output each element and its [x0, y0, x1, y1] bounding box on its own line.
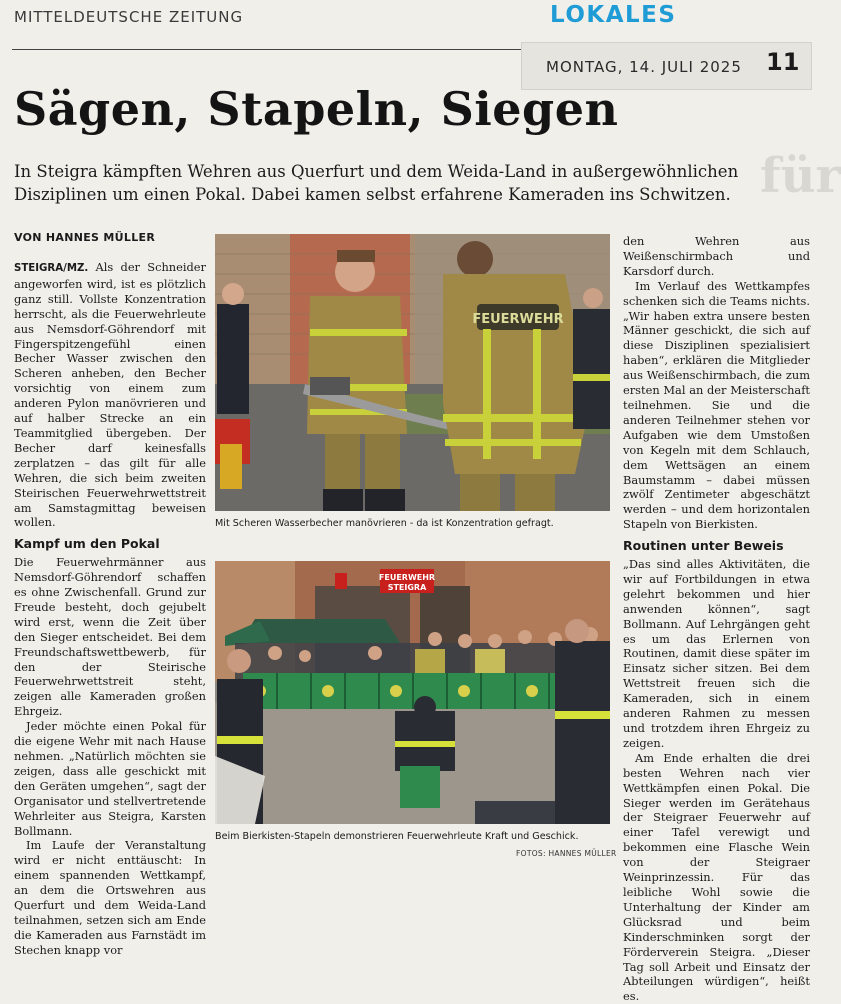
paragraph: „Das sind alles Aktivitäten, die wir auf Fortbildungen in etwa gelehrt bekommen und hier anwenden können“, sagt Bollmann. Auf Lehrgängen geht es um das Erlernen von Routinen, damit diese später im Einsatz sicher sitzen. Bei dem Wettstreit freuen sich die Kameraden, sich in einem anderen Rahmen zu messen und trotzdem ihren Ehrgeiz zu zeigen. [623, 557, 810, 750]
photo-crate-image [215, 561, 610, 824]
byline: VON HANNES MÜLLER [14, 231, 156, 244]
photo-crate-stacking [215, 561, 610, 824]
photo-scissors-image [215, 234, 610, 511]
paragraph-text: Als der Schneider angeworfen wird, ist es plötzlich ganz still. Vollste Konzentration herrscht, als die Feuerwehrleute aus Nemsdorf-Göhrendorf mit Fingerspitzengefühl einen Becher Wasser zwischen den Scheren anheben, den Becher vorsichtig von einem zum anderen Pylon manövrieren und auf halber Strecke an ein Teammitglied übergeben. Der Becher darf keinesfalls zerplatzen – das gilt für alle Wehren, die sich beim zweiten Steirischen Feuerwehrwettstreit am Samstagmittag beweisen wollen. [14, 260, 206, 530]
photo-1-caption: Mit Scheren Wasserbecher manövrieren - da ist Konzentration gefragt. [215, 518, 554, 529]
article-column-3 [623, 234, 810, 1004]
bleedthrough-glyph: für [760, 148, 841, 204]
paragraph: Die Feuerwehrmänner aus Nemsdorf-Göhrendorf schaffen es ohne Zwischenfall. Grund zur Freude besteht, doch gejubelt wird erst, wenn die Zeit über den Sieger entscheidet. Bei dem Freundschaftswettbewerb, für den der Steirische Feuerwehrwettstreit steht, zeigen alle Kameraden großen Ehrgeiz. [14, 555, 206, 719]
header-rule [12, 49, 522, 50]
article-headline: Sägen, Stapeln, Siegen [14, 82, 619, 136]
paragraph: Im Verlauf des Wettkampfes schenken sich die Teams nichts. „Wir haben extra unsere besten Männer geschickt, die sich auf diese Disziplinen spezialisiert haben“, erklären die Mitglieder aus Weißenschirmbach, die zum ersten Mal an der Meisterschaft teilnehmen. Sie und die anderen Teilnehmer stehen vor Aufgaben wie dem Umstoßen von Kegeln mit dem Schlauch, dem Wettsägen an einem Baumstamm – dabei müssen zwölf Zentimeter abgeschätzt werden – und dem horizontalen Stapeln von Bierkisten. [623, 278, 810, 532]
photo-scissors-competition [215, 234, 610, 511]
paragraph: Jeder möchte einen Pokal für die eigene Wehr mit nach Hause nehmen. „Natürlich möchten sie zeigen, dass alle geschickt mit den Geräten umgehen“, sagt der Organisator und stellvertretende Wehrleiter aus Steigra, Karsten Bollmann. [14, 719, 206, 838]
article-dek: In Steigra kämpften Wehren aus Querfurt und dem Weida-Land in außergewöhnlichen Disziplinen um einen Pokal. Dabei kamen selbst erfahrene Kameraden ins Schwitzen. [14, 162, 739, 204]
article-column-1 [14, 260, 206, 958]
subheading: Routinen unter Beweis [623, 538, 784, 554]
issue-date: MONTAG, 14. JULI 2025 [546, 58, 742, 76]
paragraph: Im Laufe der Veranstaltung wird er nicht enttäuscht: In einem spannenden Wettkampf, an dem die Ortswehren aus Querfurt und dem Weida-Land teilnahmen, setzen sich am Ende die Kameraden aus Farnstädt im Stechen knapp vor [14, 838, 206, 957]
masthead: MITTELDEUTSCHE ZEITUNG [14, 8, 244, 26]
section-title: LOKALES [550, 2, 677, 28]
photo-2-caption: Beim Bierkisten-Stapeln demonstrieren Feuerwehrleute Kraft und Geschick. [215, 831, 579, 842]
sign-text-2: STEIGRA [387, 583, 427, 592]
page-number: 11 [766, 48, 800, 76]
subheading: Kampf um den Pokal [14, 536, 160, 552]
photo-credit: FOTOS: HANNES MÜLLER [516, 849, 617, 858]
jacket-text: FEUERWEHR [472, 312, 564, 327]
paragraph [14, 260, 206, 530]
dateline: STEIGRA/MZ. [14, 263, 89, 274]
sign-text-1: FEUERWEHR [378, 573, 436, 582]
paragraph: den Wehren aus Weißenschirmbach und Karsdorf durch. [623, 234, 810, 278]
paragraph: Am Ende erhalten die drei besten Wehren nach vier Wettkämpfen einen Pokal. Die Sieger werden im Gerätehaus der Steigraer Feuerwehr auf einer Tafel verewigt und bekommen eine Flasche Wein von der Steigraer Weinprinzessin. Für das leibliche Wohl sowie die Unterhaltung der Kinder am Glücksrad und beim Kinderschminken sorgt der Förderverein Steigra. „Dieser Tag soll Arbeit und Einsatz der Abteilungen würdigen“, heißt es. [623, 750, 810, 1004]
